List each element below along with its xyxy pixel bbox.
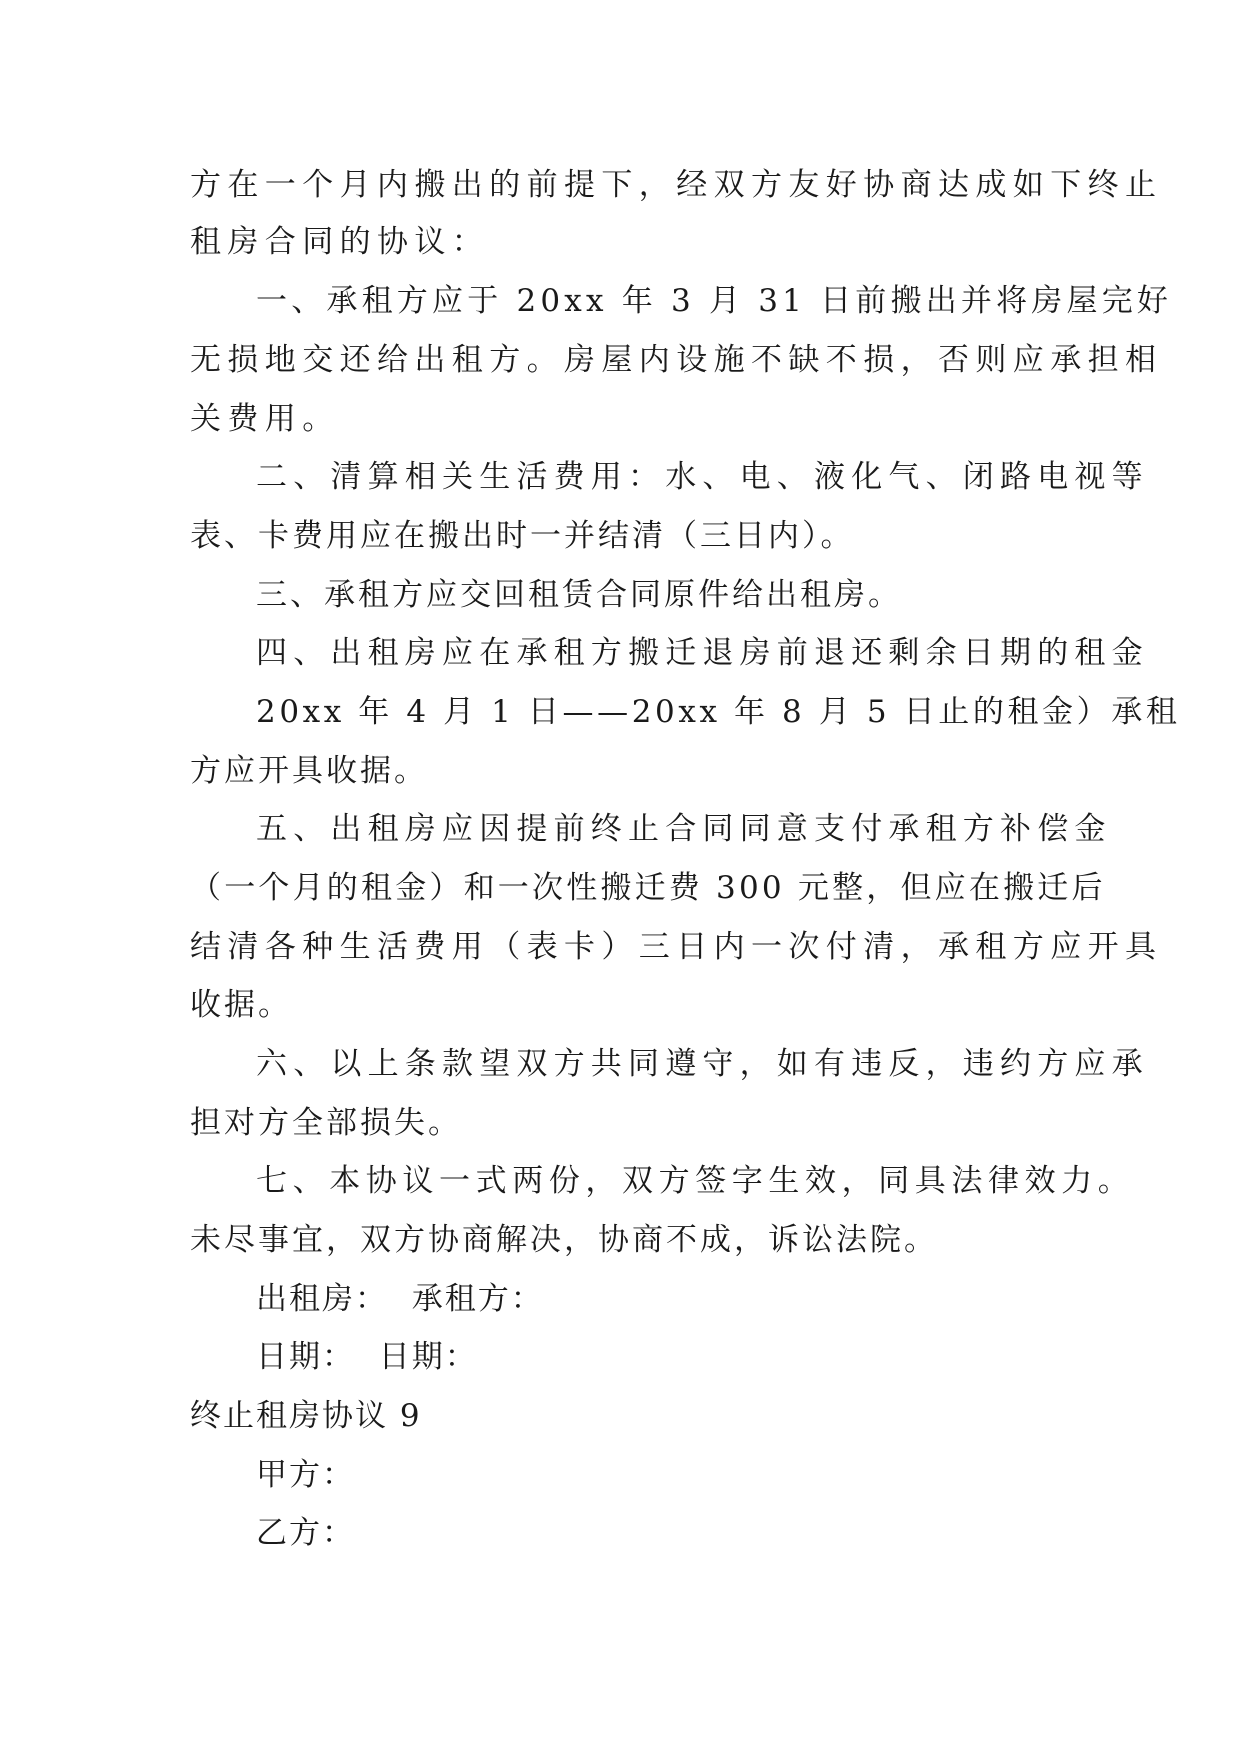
clause-2-line: 表、卡费用应在搬出时一并结清（三日内）。 [190, 518, 855, 554]
clause-1-line: 一、承租方应于 20xx 年 3 月 31 日前搬出并将房屋完好 [256, 283, 1173, 319]
clause-5-line: 结清各种生活费用（表卡）三日内一次付清，承租方应开具 [190, 929, 1163, 965]
clause-4-line: 20xx 年 4 月 1 日——20xx 年 8 月 5 日止的租金）承租 [256, 694, 1181, 730]
paragraph-line: 方在一个月内搬出的前提下，经双方友好协商达成如下终止 [190, 167, 1163, 203]
clause-4-line: 四、出租房应在承租方搬迁退房前退还剩余日期的租金 [256, 635, 1149, 671]
clause-2-line: 二、清算相关生活费用：水、电、液化气、闭路电视等 [256, 459, 1149, 495]
clause-7-line: 未尽事宜，双方协商解决，协商不成，诉讼法院。 [190, 1222, 938, 1258]
clause-5-line: （一个月的租金）和一次性搬迁费 300 元整，但应在搬迁后 [190, 870, 1106, 906]
clause-1-line: 关费用。 [190, 401, 340, 437]
clause-4-line: 方应开具收据。 [190, 753, 428, 789]
signature-parties: 出租房： 承租方： [256, 1281, 544, 1317]
clause-6-line: 六、以上条款望双方共同遵守，如有违反，违约方应承 [256, 1046, 1149, 1082]
clause-7-line: 七、本协议一式两份，双方签字生效，同具法律效力。 [256, 1163, 1135, 1199]
clause-3-line: 三、承租方应交回租赁合同原件给出租房。 [256, 577, 902, 613]
clause-6-line: 担对方全部损失。 [190, 1105, 462, 1141]
party-b-label: 乙方： [256, 1515, 355, 1551]
clause-5-line: 收据。 [190, 987, 292, 1023]
section-title: 终止租房协议 9 [190, 1398, 422, 1434]
clause-5-line: 五、出租房应因提前终止合同同意支付承租方补偿金 [256, 811, 1112, 847]
paragraph-line: 租房合同的协议： [190, 224, 490, 260]
party-a-label: 甲方： [256, 1457, 355, 1493]
clause-1-line: 无损地交还给出租方。房屋内设施不缺不损，否则应承担相 [190, 342, 1163, 378]
signature-dates: 日期： 日期： [256, 1339, 478, 1375]
